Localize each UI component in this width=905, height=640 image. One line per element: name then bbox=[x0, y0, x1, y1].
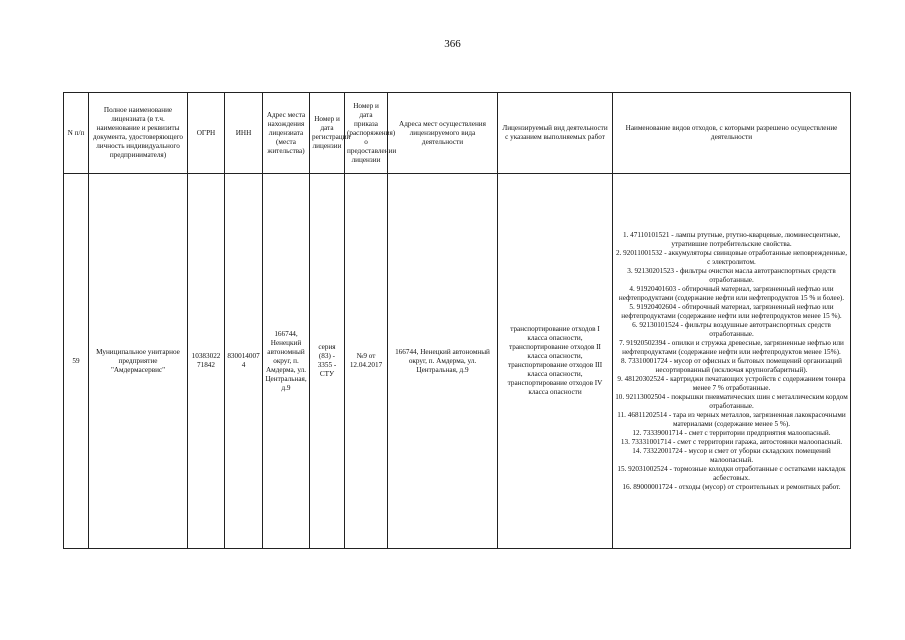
waste-item: 14. 73322001724 - мусор и смет от уборки складских помещений малоопасный. bbox=[632, 446, 831, 464]
licensee-name: Муниципальное унитарное предприятие "Амдермасервис" bbox=[89, 174, 188, 549]
activity-line: транспортирование отходов II класса опасности, bbox=[509, 343, 601, 360]
waste-item: 2. 92011001532 - аккумуляторы свинцовые отработанные неповрежденные, с электролитом. bbox=[615, 248, 848, 266]
activity-line: транспортирование отходов IV класса опасности bbox=[507, 379, 603, 396]
waste-item: 1. 47110101521 - лампы ртутные, ртутно-кварцевые, люминесцентные, утратившие потребительские свойства. bbox=[622, 230, 841, 248]
waste-item: 5. 91920402604 - обтирочный материал, загрязненный нефтью или нефтепродуктами (содержание нефти или нефтепродуктов менее 15 %). bbox=[621, 302, 842, 320]
page-number: 366 bbox=[444, 38, 461, 50]
table-row bbox=[64, 174, 851, 549]
header-inn: ИНН bbox=[225, 93, 263, 174]
waste-item: 6. 92130101524 - фильтры воздушные автотранспортных средств отработанные. bbox=[632, 320, 831, 338]
header-license: Номер и дата регистрации лицензии bbox=[310, 93, 345, 174]
waste-item: 8. 73310001724 - мусор от офисных и бытовых помещений организаций несортированный (исключая крупногабаритный). bbox=[621, 356, 842, 374]
waste-item: 9. 48120302524 - картриджи печатающих устройств с содержанием тонера менее 7 % отработанные. bbox=[617, 374, 846, 392]
order-number: №9 от 12.04.2017 bbox=[345, 174, 388, 549]
activity-address: 166744, Ненецкий автономный округ, п. Амдерма, ул. Центральная, д.9 bbox=[388, 174, 498, 549]
header-activity: Лицензируемый вид деятельности с указанием выполняемых работ bbox=[498, 93, 613, 174]
header-waste: Наименование видов отходов, с которыми разрешено осуществление деятельности bbox=[613, 93, 851, 174]
waste-types bbox=[613, 174, 851, 549]
activity-line: транспортирование отходов III класса опасности, bbox=[507, 361, 603, 378]
header-location: Адрес места нахождения лицензиата (места жительства) bbox=[263, 93, 310, 174]
license-number: серия (83) - 3355 - СТУ bbox=[310, 174, 345, 549]
activity-line: транспортирование отходов I класса опасности, bbox=[510, 325, 600, 342]
waste-item: 16. 89000001724 - отходы (мусор) от строительных и ремонтных работ. bbox=[622, 482, 841, 491]
ogrn-value: 1038302271842 bbox=[188, 174, 225, 549]
header-num: N п/п bbox=[64, 93, 89, 174]
row-num: 59 bbox=[64, 174, 89, 549]
header-row bbox=[64, 93, 851, 174]
waste-item: 12. 73339001714 - смет с территории предприятия малоопасный. bbox=[632, 428, 831, 437]
header-ogrn: ОГРН bbox=[188, 93, 225, 174]
licensed-activity bbox=[498, 174, 613, 549]
waste-item: 10. 92113002504 - покрышки пневматических шин с металлическим кордом отработанные. bbox=[615, 392, 848, 410]
header-name: Полное наименование лицензиата (в т.ч. наименование и реквизиты документа, удостоверяющего личность индивидуального предпринимателя) bbox=[89, 93, 188, 174]
waste-item: 4. 91920401603 - обтирочный материал, загрязненный нефтью или нефтепродуктами (содержание нефти или нефтепродуктов 15 % и более). bbox=[618, 284, 845, 302]
header-order: Номер и дата приказа (распоряжения) о предоставлении лицензии bbox=[345, 93, 388, 174]
waste-item: 11. 46811202514 - тара из черных металлов, загрязненная лакокрасочными материалами (содержание менее 5 %). bbox=[617, 410, 846, 428]
waste-item: 3. 92130201523 - фильтры очистки масла автотранспортных средств отработанные. bbox=[627, 266, 836, 284]
header-activity-address: Адреса мест осуществления лицензируемого вида деятельности bbox=[388, 93, 498, 174]
waste-item: 15. 92031002524 - тормозные колодки отработанные с остатками накладок асбестовых. bbox=[617, 464, 846, 482]
waste-item: 13. 73331001714 - смет с территории гаража, автостоянки малоопасный. bbox=[620, 437, 843, 446]
waste-item: 7. 91920502394 - опилки и стружка древесные, загрязненные нефтью или нефтепродуктами (содержание нефти или нефтепродуктов менее 15%). bbox=[619, 338, 844, 356]
license-registry-table bbox=[63, 92, 851, 549]
inn-value: 8300140074 bbox=[225, 174, 263, 549]
location-address: 166744, Ненецкий автономный округ, п. Амдерма, ул. Центральная, д.9 bbox=[263, 174, 310, 549]
